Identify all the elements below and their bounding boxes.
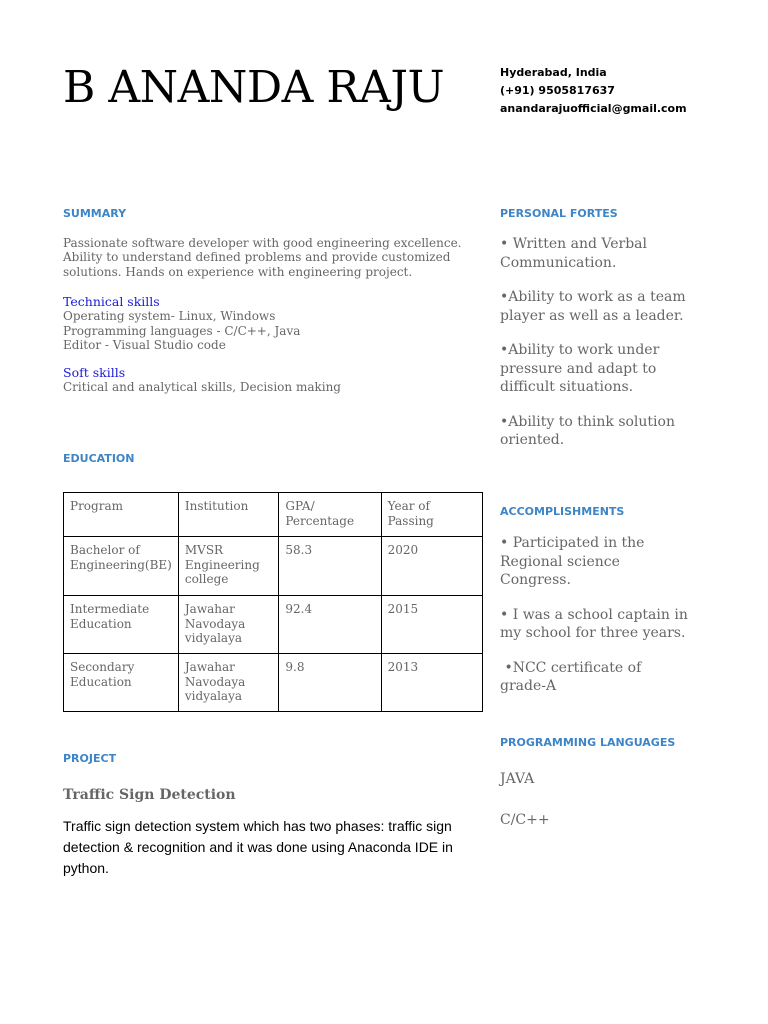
contact-email[interactable]: anandarajuofficial@gmail.com xyxy=(500,102,687,115)
list-item: • I was a school captain in my school for three years. xyxy=(500,606,688,641)
technical-skill-line: Editor - Visual Studio code xyxy=(63,338,226,353)
technical-skills-heading: Technical skills xyxy=(63,294,160,310)
list-item: •Ability to think solution oriented. xyxy=(500,413,675,448)
list-item: •Ability to work under pressure and adapt to difficult situations. xyxy=(500,342,660,395)
personal-fortes-heading: PERSONAL FORTES xyxy=(500,207,618,220)
language-item: C/C++ xyxy=(500,812,550,828)
contact-block xyxy=(500,64,687,118)
candidate-name: B ANANDA RAJU xyxy=(63,62,445,113)
table-row xyxy=(64,596,483,654)
table-cell: Jawahar Navodaya vidyalaya xyxy=(178,596,279,654)
column-header: Year of Passing xyxy=(381,493,482,537)
table-cell: Bachelor of Engineering(BE) xyxy=(64,537,179,596)
list-item: • Written and Verbal Communication. xyxy=(500,236,648,271)
list-item: •NCC certificate of grade-A xyxy=(500,659,646,694)
language-item: JAVA xyxy=(500,771,535,787)
table-header-row xyxy=(64,493,483,537)
list-item: • Participated in the Regional science Congress. xyxy=(500,535,645,588)
programming-languages-heading: PROGRAMMING LANGUAGES xyxy=(500,736,676,749)
table-cell: 2020 xyxy=(381,537,482,596)
accomplishments-heading: ACCOMPLISHMENTS xyxy=(500,505,625,518)
table-cell: 2015 xyxy=(381,596,482,654)
table-cell: 9.8 xyxy=(279,654,381,712)
table-cell: 58.3 xyxy=(279,537,381,596)
column-header: Program xyxy=(64,493,179,537)
table-cell: 2013 xyxy=(381,654,482,712)
summary-heading: SUMMARY xyxy=(63,207,127,220)
table-cell: MVSR Engineering college xyxy=(178,537,279,596)
personal-fortes-list xyxy=(500,235,690,466)
soft-skills-text: Critical and analytical skills, Decision making xyxy=(63,380,341,395)
column-header: Institution xyxy=(178,493,279,537)
education-table xyxy=(63,492,483,712)
project-heading: PROJECT xyxy=(63,752,117,765)
project-title: Traffic Sign Detection xyxy=(63,787,236,803)
summary-text: Passionate software developer with good engineering excellence. Ability to understand defined problems and provide customized solutions. Hands on experience with engineering project. xyxy=(63,236,462,279)
soft-skills-heading: Soft skills xyxy=(63,365,126,381)
table-row xyxy=(64,654,483,712)
column-header: GPA/ Percentage xyxy=(279,493,381,537)
technical-skill-line: Operating system- Linux, Windows xyxy=(63,309,276,324)
summary-section xyxy=(63,236,473,395)
table-cell: 92.4 xyxy=(279,596,381,654)
contact-phone: (+91) 9505817637 xyxy=(500,84,615,97)
project-description: Traffic sign detection system which has two phases: traffic sign detection & recognition and it was done using Anaconda IDE in python. xyxy=(63,818,453,876)
table-cell: Secondary Education xyxy=(64,654,179,712)
table-cell: Jawahar Navodaya vidyalaya xyxy=(178,654,279,712)
table-cell: Intermediate Education xyxy=(64,596,179,654)
list-item: •Ability to work as a team player as well as a leader. xyxy=(500,289,686,324)
accomplishments-list xyxy=(500,534,690,712)
table-row xyxy=(64,537,483,596)
technical-skill-line: Programming languages - C/C++, Java xyxy=(63,323,301,338)
contact-location: Hyderabad, India xyxy=(500,66,607,79)
education-heading: EDUCATION xyxy=(63,452,135,465)
